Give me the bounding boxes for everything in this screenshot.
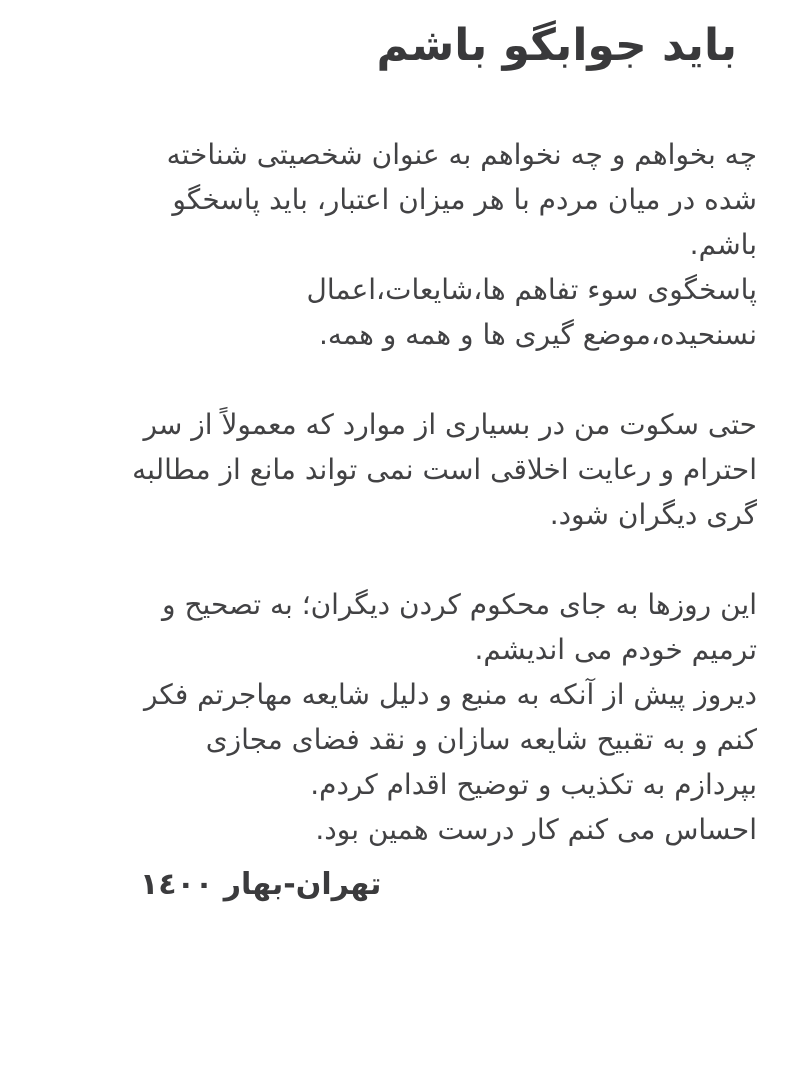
text-line: احترام و رعایت اخلاقی است نمی تواند مانع از مطالبه bbox=[132, 453, 757, 486]
text-line: کنم و به تقبیح شایعه سازان و نقد فضای مجازی bbox=[205, 723, 757, 756]
body-text-block bbox=[0, 132, 786, 907]
blank-line bbox=[20, 357, 757, 402]
text-line: شده در میان مردم با هر میزان اعتبار، باید پاسخگو bbox=[172, 183, 757, 216]
text-line: بپردازم به تکذیب و توضیح اقدام کردم. bbox=[310, 768, 757, 801]
text-line: نسنحیده،موضع گیری ها و همه و همه. bbox=[318, 318, 757, 351]
blank-line bbox=[20, 537, 757, 582]
text-line: ترمیم خودم می اندیشم. bbox=[474, 633, 757, 666]
text-line: حتی سکوت من در بسیاری از موارد که معمولاً از سر bbox=[143, 408, 757, 441]
signature-line: تهران-بهار ١٤٠٠ bbox=[140, 867, 382, 902]
page-title: باید جوابگو باشم bbox=[376, 20, 737, 71]
text-line: احساس می کنم کار درست همین بود. bbox=[315, 813, 757, 846]
text-line: چه بخواهم و چه نخواهم به عنوان شخصیتی شناخته bbox=[166, 138, 757, 171]
text-line: دیروز پیش از آنکه به منبع و دلیل شایعه مهاجرتم فکر bbox=[143, 678, 757, 711]
text-line: گری دیگران شود. bbox=[549, 498, 757, 531]
text-line: باشم. bbox=[689, 228, 757, 261]
text-line: این روزها به جای محکوم کردن دیگران؛ به تصحیح و bbox=[162, 588, 757, 621]
text-line: پاسخگوی سوء تفاهم ها،شایعات،اعمال bbox=[306, 273, 757, 306]
